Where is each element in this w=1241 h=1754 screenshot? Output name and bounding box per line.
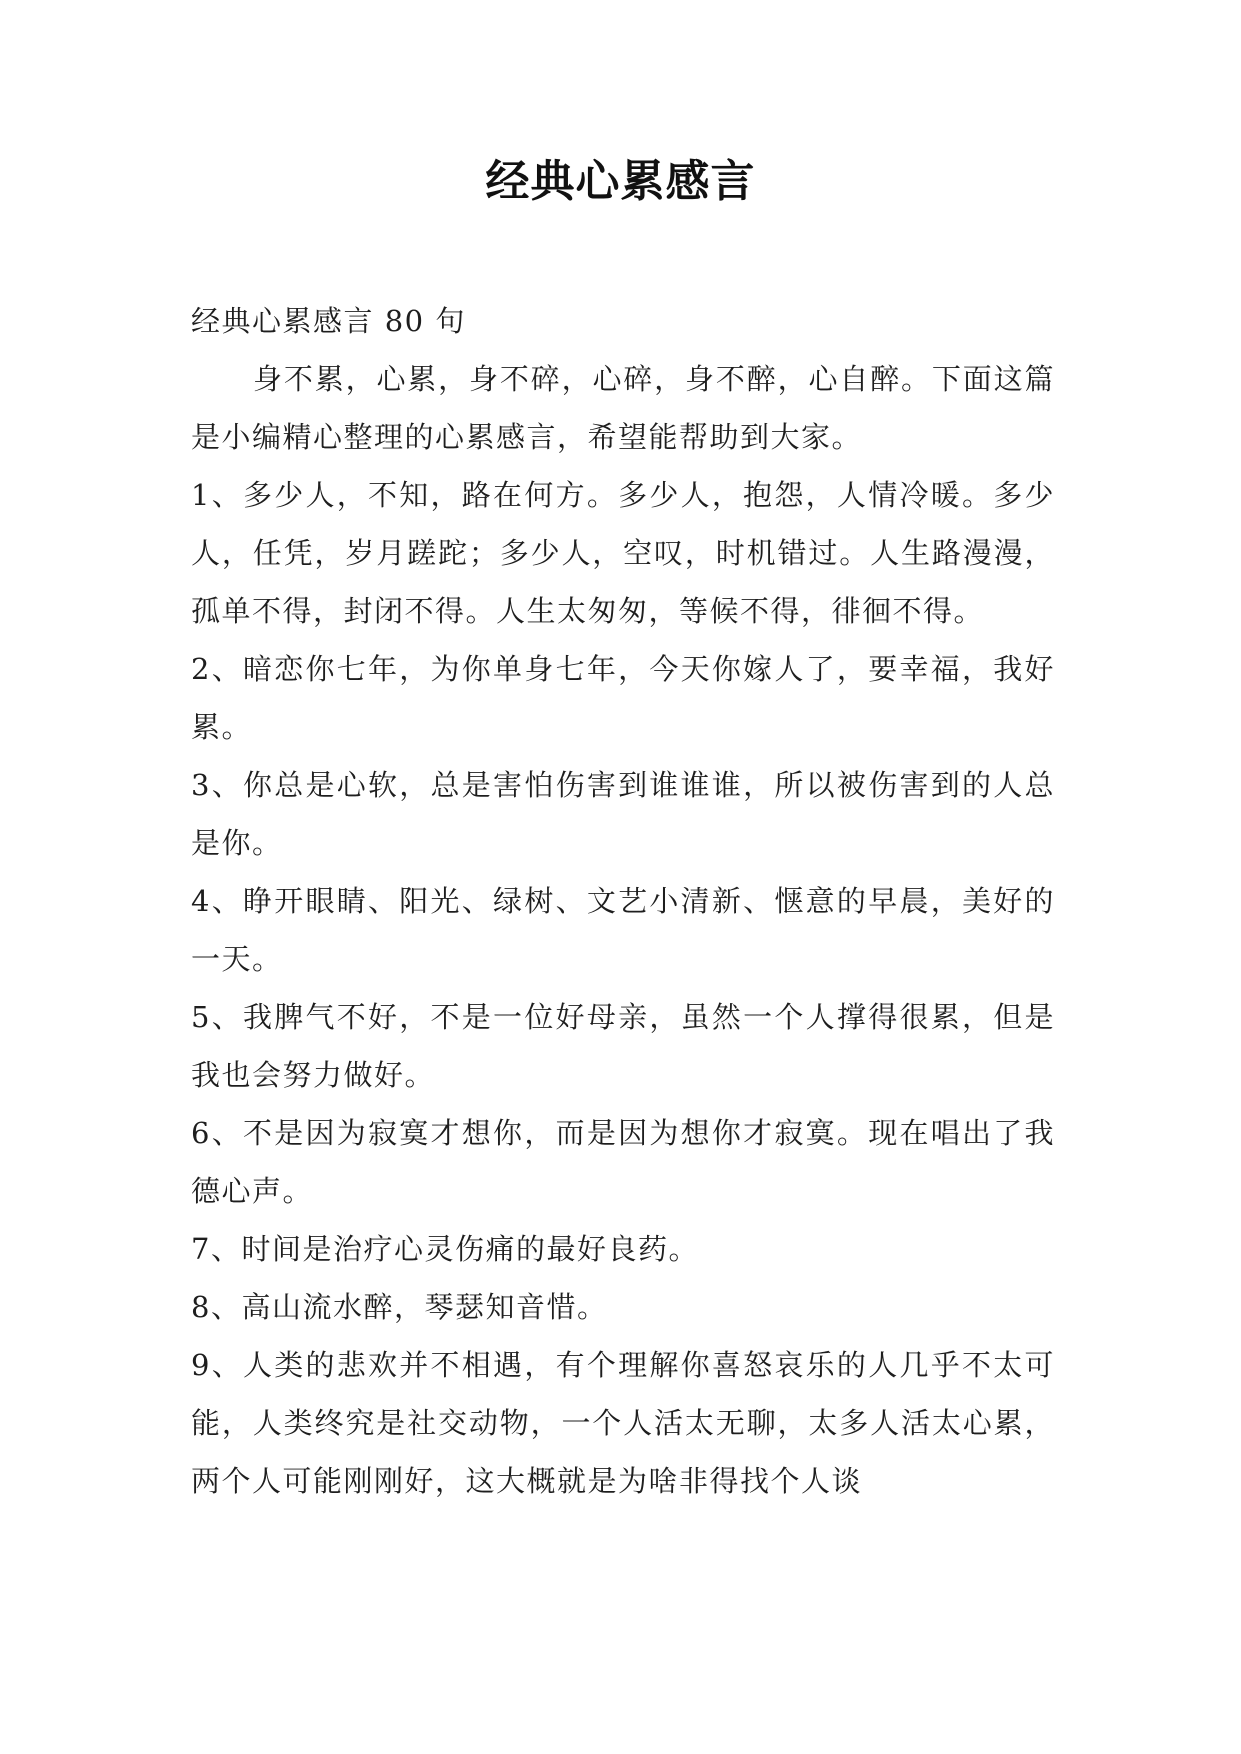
document-title: 经典心累感言 xyxy=(485,156,756,207)
paragraph-item-1: 1、多少人，不知，路在何方。多少人，抱怨，人情冷暖。多少人，任凭，岁月蹉跎；多少人，空叹，时机错过。人生路漫漫，孤单不得，封闭不得。人生太匆匆，等候不得，徘徊不得。 xyxy=(191,478,1055,628)
paragraph-subtitle: 经典心累感言 80 句 xyxy=(191,304,466,338)
paragraph-intro: 身不累，心累，身不碎，心碎，身不醉，心自醉。下面这篇是小编精心整理的心累感言，希望能帮助到大家。 xyxy=(191,362,1055,454)
paragraph-item-5: 5、我脾气不好，不是一位好母亲，虽然一个人撑得很累，但是我也会努力做好。 xyxy=(191,1000,1055,1092)
paragraph-item-9: 9、人类的悲欢并不相遇，有个理解你喜怒哀乐的人几乎不太可能，人类终究是社交动物，一个人活太无聊，太多人活太心累，两个人可能刚刚好，这大概就是为啥非得找个人谈 xyxy=(191,1348,1055,1498)
paragraph-item-6: 6、不是因为寂寞才想你，而是因为想你才寂寞。现在唱出了我德心声。 xyxy=(191,1116,1055,1208)
paragraph-item-2: 2、暗恋你七年，为你单身七年，今天你嫁人了，要幸福，我好累。 xyxy=(191,652,1055,744)
paragraph-item-4: 4、睁开眼睛、阳光、绿树、文艺小清新、惬意的早晨，美好的一天。 xyxy=(191,884,1055,976)
paragraph-item-7: 7、时间是治疗心灵伤痛的最好良药。 xyxy=(191,1232,699,1266)
paragraph-item-3: 3、你总是心软，总是害怕伤害到谁谁谁，所以被伤害到的人总是你。 xyxy=(191,768,1055,860)
paragraph-item-8: 8、高山流水醉，琴瑟知音惜。 xyxy=(191,1290,608,1324)
document-body xyxy=(191,292,1055,1510)
